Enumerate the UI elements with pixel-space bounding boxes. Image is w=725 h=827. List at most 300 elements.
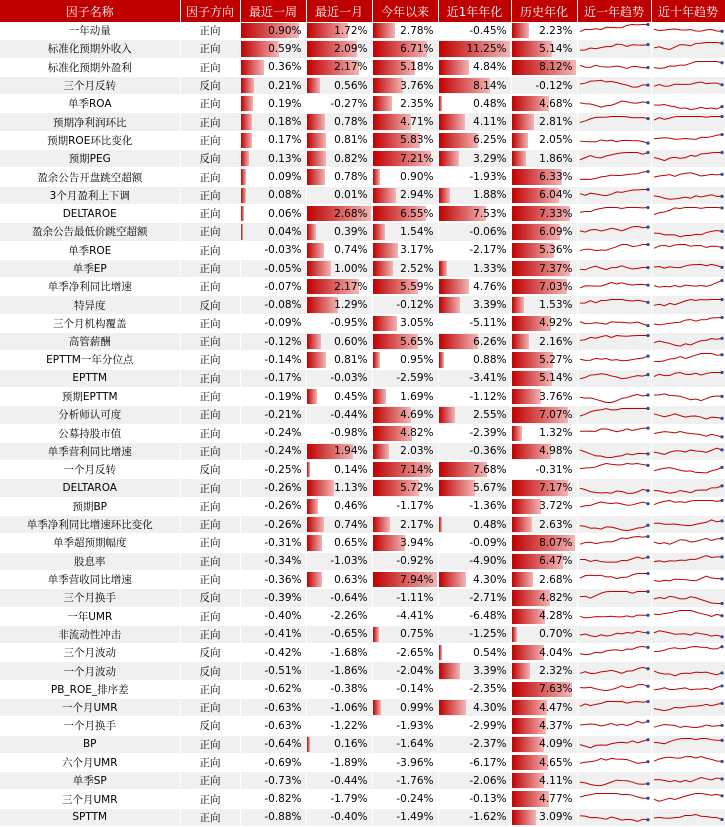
value-bar bbox=[307, 499, 318, 514]
value-bar bbox=[373, 517, 391, 532]
value-hist bbox=[511, 387, 577, 405]
value-text: -0.12% bbox=[535, 80, 572, 92]
value-bar bbox=[439, 645, 442, 660]
value-m bbox=[306, 607, 372, 625]
value-text: -0.36% bbox=[469, 445, 506, 457]
value-text: -6.17% bbox=[469, 757, 506, 769]
value-hist bbox=[511, 552, 577, 570]
factor-direction: 正向 bbox=[180, 131, 240, 149]
value-text: 0.14% bbox=[334, 464, 367, 476]
value-m bbox=[306, 424, 372, 442]
value-text: 1.69% bbox=[400, 391, 433, 403]
value-text: -0.17% bbox=[264, 372, 301, 384]
value-bar bbox=[512, 517, 533, 532]
table-row bbox=[0, 296, 725, 314]
table-row bbox=[0, 790, 725, 808]
value-y1 bbox=[438, 772, 511, 790]
value-ytd bbox=[372, 552, 438, 570]
value-bar bbox=[439, 700, 466, 715]
trend-10y-sparkline bbox=[651, 662, 725, 680]
value-text: -0.14% bbox=[264, 354, 301, 366]
value-w bbox=[240, 516, 306, 534]
factor-name: 标准化预期外盈利 bbox=[0, 58, 180, 76]
trend-1y-sparkline bbox=[577, 76, 651, 94]
col-header-1y-annual: 近1年年化 bbox=[438, 0, 511, 22]
value-bar bbox=[512, 297, 524, 312]
value-ytd bbox=[372, 186, 438, 204]
value-y1 bbox=[438, 753, 511, 771]
value-y1 bbox=[438, 680, 511, 698]
value-text: -0.44% bbox=[330, 409, 367, 421]
value-text: 7.68% bbox=[473, 464, 506, 476]
value-bar bbox=[512, 334, 529, 349]
value-text: 1.72% bbox=[334, 25, 367, 37]
value-y1 bbox=[438, 369, 511, 387]
factor-name: 一个月UMR bbox=[0, 698, 180, 716]
trend-1y-sparkline bbox=[577, 461, 651, 479]
value-text: -2.65% bbox=[396, 647, 433, 659]
value-y1 bbox=[438, 644, 511, 662]
factor-direction: 正向 bbox=[180, 314, 240, 332]
table-row bbox=[0, 387, 725, 405]
value-text: 0.60% bbox=[334, 336, 367, 348]
value-text: 1.86% bbox=[539, 153, 572, 165]
value-bar bbox=[373, 224, 386, 239]
value-m bbox=[306, 772, 372, 790]
value-text: 0.18% bbox=[268, 116, 301, 128]
value-text: -2.04% bbox=[396, 665, 433, 677]
value-m bbox=[306, 223, 372, 241]
value-text: 0.78% bbox=[334, 116, 367, 128]
factor-name: 特异度 bbox=[0, 296, 180, 314]
value-bar bbox=[241, 96, 253, 111]
value-bar bbox=[307, 243, 325, 258]
value-m bbox=[306, 22, 372, 40]
table-row bbox=[0, 351, 725, 369]
value-text: 0.16% bbox=[334, 738, 367, 750]
value-text: -0.62% bbox=[264, 683, 301, 695]
value-text: 7.17% bbox=[539, 482, 572, 494]
table-row bbox=[0, 76, 725, 94]
table-row bbox=[0, 223, 725, 241]
factor-direction: 反向 bbox=[180, 150, 240, 168]
value-bar bbox=[241, 114, 253, 129]
value-m bbox=[306, 461, 372, 479]
value-text: 4.47% bbox=[539, 702, 572, 714]
value-w bbox=[240, 772, 306, 790]
value-text: 3.76% bbox=[539, 391, 572, 403]
factor-direction: 正向 bbox=[180, 424, 240, 442]
value-hist bbox=[511, 753, 577, 771]
value-w bbox=[240, 186, 306, 204]
value-bar bbox=[512, 663, 530, 678]
value-text: -0.12% bbox=[396, 299, 433, 311]
table-body bbox=[0, 22, 725, 827]
value-ytd bbox=[372, 442, 438, 460]
trend-10y-sparkline bbox=[651, 735, 725, 753]
table-row bbox=[0, 607, 725, 625]
table-row bbox=[0, 369, 725, 387]
value-m bbox=[306, 314, 372, 332]
factor-direction: 正向 bbox=[180, 241, 240, 259]
table-row bbox=[0, 424, 725, 442]
value-text: 2.63% bbox=[539, 519, 572, 531]
value-text: 5.14% bbox=[539, 43, 572, 55]
factor-name: 预期净利润环比 bbox=[0, 113, 180, 131]
value-text: -1.49% bbox=[396, 811, 433, 823]
value-text: -2.26% bbox=[330, 610, 367, 622]
value-w bbox=[240, 644, 306, 662]
value-text: 6.71% bbox=[400, 43, 433, 55]
value-text: 2.81% bbox=[539, 116, 572, 128]
trend-10y-sparkline bbox=[651, 552, 725, 570]
value-text: -4.41% bbox=[396, 610, 433, 622]
value-text: 8.14% bbox=[473, 80, 506, 92]
value-m bbox=[306, 351, 372, 369]
value-text: -0.05% bbox=[264, 263, 301, 275]
value-text: -2.99% bbox=[469, 720, 506, 732]
value-w bbox=[240, 479, 306, 497]
value-text: 2.17% bbox=[334, 61, 367, 73]
value-text: -5.11% bbox=[469, 317, 506, 329]
value-text: -0.38% bbox=[330, 683, 367, 695]
factor-direction: 正向 bbox=[180, 698, 240, 716]
trend-1y-sparkline bbox=[577, 772, 651, 790]
value-text: 0.19% bbox=[268, 98, 301, 110]
value-text: -0.69% bbox=[264, 757, 301, 769]
value-y1 bbox=[438, 150, 511, 168]
trend-1y-sparkline bbox=[577, 497, 651, 515]
trend-1y-sparkline bbox=[577, 113, 651, 131]
table-row bbox=[0, 753, 725, 771]
trend-10y-sparkline bbox=[651, 150, 725, 168]
value-bar bbox=[439, 279, 469, 294]
value-text: -0.40% bbox=[264, 610, 301, 622]
value-text: 5.72% bbox=[400, 482, 433, 494]
value-w bbox=[240, 351, 306, 369]
value-w bbox=[240, 735, 306, 753]
value-text: -0.24% bbox=[396, 793, 433, 805]
value-text: 4.98% bbox=[539, 445, 572, 457]
value-text: -0.27% bbox=[330, 98, 367, 110]
value-text: -1.93% bbox=[469, 171, 506, 183]
value-m bbox=[306, 58, 372, 76]
trend-1y-sparkline bbox=[577, 58, 651, 76]
trend-10y-sparkline bbox=[651, 461, 725, 479]
value-bar bbox=[307, 352, 327, 367]
factor-direction: 正向 bbox=[180, 259, 240, 277]
factor-name: PB_ROE_排序差 bbox=[0, 680, 180, 698]
value-w bbox=[240, 717, 306, 735]
value-m bbox=[306, 131, 372, 149]
value-text: 4.11% bbox=[473, 116, 506, 128]
factor-direction: 反向 bbox=[180, 76, 240, 94]
value-w bbox=[240, 22, 306, 40]
value-text: 0.45% bbox=[334, 391, 367, 403]
trend-1y-sparkline bbox=[577, 40, 651, 58]
value-text: -0.64% bbox=[330, 592, 367, 604]
value-w bbox=[240, 442, 306, 460]
value-ytd bbox=[372, 424, 438, 442]
value-y1 bbox=[438, 22, 511, 40]
factor-direction: 反向 bbox=[180, 461, 240, 479]
value-text: 5.83% bbox=[400, 134, 433, 146]
value-text: 0.88% bbox=[473, 354, 506, 366]
value-hist bbox=[511, 113, 577, 131]
value-text: -4.90% bbox=[469, 555, 506, 567]
trend-10y-sparkline bbox=[651, 333, 725, 351]
value-ytd bbox=[372, 387, 438, 405]
value-text: 0.81% bbox=[334, 354, 367, 366]
factor-direction: 正向 bbox=[180, 607, 240, 625]
table-row bbox=[0, 406, 725, 424]
value-hist bbox=[511, 296, 577, 314]
value-bar bbox=[373, 188, 397, 203]
table-row bbox=[0, 625, 725, 643]
value-bar bbox=[439, 352, 445, 367]
value-y1 bbox=[438, 204, 511, 222]
value-w bbox=[240, 150, 306, 168]
header-row bbox=[0, 0, 725, 22]
value-hist bbox=[511, 625, 577, 643]
value-ytd bbox=[372, 717, 438, 735]
value-text: -1.12% bbox=[469, 391, 506, 403]
value-ytd bbox=[372, 351, 438, 369]
value-bar bbox=[439, 261, 447, 276]
value-text: 4.69% bbox=[400, 409, 433, 421]
value-text: 7.14% bbox=[400, 464, 433, 476]
value-m bbox=[306, 333, 372, 351]
trend-1y-sparkline bbox=[577, 406, 651, 424]
value-text: 4.04% bbox=[539, 647, 572, 659]
value-text: -0.06% bbox=[469, 226, 506, 238]
value-bar bbox=[373, 627, 379, 642]
value-text: -0.92% bbox=[396, 555, 433, 567]
value-hist bbox=[511, 497, 577, 515]
value-text: -0.98% bbox=[330, 427, 367, 439]
value-text: 5.67% bbox=[473, 482, 506, 494]
value-m bbox=[306, 698, 372, 716]
value-y1 bbox=[438, 461, 511, 479]
factor-name: 标准化预期外收入 bbox=[0, 40, 180, 58]
value-w bbox=[240, 424, 306, 442]
table-row bbox=[0, 22, 725, 40]
value-bar bbox=[241, 169, 247, 184]
value-ytd bbox=[372, 607, 438, 625]
value-w bbox=[240, 589, 306, 607]
trend-1y-sparkline bbox=[577, 95, 651, 113]
value-text: 0.46% bbox=[334, 500, 367, 512]
value-hist bbox=[511, 461, 577, 479]
factor-name: 分析师认可度 bbox=[0, 406, 180, 424]
value-w bbox=[240, 698, 306, 716]
value-text: 5.27% bbox=[539, 354, 572, 366]
trend-1y-sparkline bbox=[577, 314, 651, 332]
factor-direction: 正向 bbox=[180, 552, 240, 570]
value-m bbox=[306, 662, 372, 680]
value-ytd bbox=[372, 534, 438, 552]
trend-1y-sparkline bbox=[577, 790, 651, 808]
value-ytd bbox=[372, 479, 438, 497]
value-ytd bbox=[372, 369, 438, 387]
value-y1 bbox=[438, 406, 511, 424]
value-y1 bbox=[438, 534, 511, 552]
value-text: 0.65% bbox=[334, 537, 367, 549]
value-y1 bbox=[438, 223, 511, 241]
value-text: 0.99% bbox=[400, 702, 433, 714]
value-bar bbox=[512, 389, 542, 404]
factor-direction: 反向 bbox=[180, 644, 240, 662]
value-w bbox=[240, 625, 306, 643]
value-text: 7.94% bbox=[400, 574, 433, 586]
value-text: 3.39% bbox=[473, 665, 506, 677]
trend-10y-sparkline bbox=[651, 625, 725, 643]
value-bar bbox=[439, 114, 465, 129]
value-ytd bbox=[372, 589, 438, 607]
value-bar bbox=[439, 188, 451, 203]
value-hist bbox=[511, 131, 577, 149]
value-hist bbox=[511, 40, 577, 58]
factor-name: 单季超预期幅度 bbox=[0, 534, 180, 552]
trend-10y-sparkline bbox=[651, 717, 725, 735]
value-text: 1.32% bbox=[539, 427, 572, 439]
value-text: 2.03% bbox=[400, 445, 433, 457]
value-w bbox=[240, 461, 306, 479]
value-bar bbox=[512, 426, 522, 441]
value-hist bbox=[511, 479, 577, 497]
value-text: -2.59% bbox=[396, 372, 433, 384]
value-m bbox=[306, 790, 372, 808]
trend-10y-sparkline bbox=[651, 589, 725, 607]
value-text: 7.33% bbox=[539, 208, 572, 220]
trend-10y-sparkline bbox=[651, 424, 725, 442]
value-y1 bbox=[438, 607, 511, 625]
factor-direction: 正向 bbox=[180, 22, 240, 40]
factor-direction: 正向 bbox=[180, 442, 240, 460]
factor-name: 单季营收同比增速 bbox=[0, 570, 180, 588]
value-bar bbox=[512, 499, 541, 514]
value-ytd bbox=[372, 644, 438, 662]
factor-direction: 反向 bbox=[180, 717, 240, 735]
value-text: 0.56% bbox=[334, 80, 367, 92]
value-text: 3.17% bbox=[400, 244, 433, 256]
value-bar bbox=[373, 352, 381, 367]
trend-1y-sparkline bbox=[577, 22, 651, 40]
factor-direction: 正向 bbox=[180, 278, 240, 296]
value-text: 0.78% bbox=[334, 171, 367, 183]
trend-10y-sparkline bbox=[651, 534, 725, 552]
value-text: -1.93% bbox=[396, 720, 433, 732]
value-text: -1.86% bbox=[330, 665, 367, 677]
col-header-hist-annual: 历史年化 bbox=[511, 0, 577, 22]
value-bar bbox=[373, 96, 392, 111]
value-text: 4.92% bbox=[539, 317, 572, 329]
value-text: -0.40% bbox=[330, 811, 367, 823]
table-row bbox=[0, 497, 725, 515]
value-w bbox=[240, 168, 306, 186]
value-text: -0.24% bbox=[264, 445, 301, 457]
value-text: 3.09% bbox=[539, 811, 572, 823]
value-bar bbox=[307, 151, 327, 166]
value-ytd bbox=[372, 76, 438, 94]
value-ytd bbox=[372, 808, 438, 826]
value-hist bbox=[511, 607, 577, 625]
value-y1 bbox=[438, 790, 511, 808]
value-text: 4.11% bbox=[539, 775, 572, 787]
value-ytd bbox=[372, 241, 438, 259]
value-hist bbox=[511, 516, 577, 534]
factor-name: 一个月换手 bbox=[0, 717, 180, 735]
value-hist bbox=[511, 570, 577, 588]
trend-1y-sparkline bbox=[577, 241, 651, 259]
value-hist bbox=[511, 204, 577, 222]
value-bar bbox=[512, 23, 530, 38]
value-hist bbox=[511, 95, 577, 113]
value-text: 4.76% bbox=[473, 281, 506, 293]
value-hist bbox=[511, 58, 577, 76]
value-text: 5.65% bbox=[400, 336, 433, 348]
value-bar bbox=[307, 389, 318, 404]
value-text: -0.26% bbox=[264, 519, 301, 531]
col-header-10y-trend: 近十年趋势 bbox=[651, 0, 725, 22]
trend-1y-sparkline bbox=[577, 369, 651, 387]
col-header-month: 最近一月 bbox=[306, 0, 372, 22]
value-y1 bbox=[438, 717, 511, 735]
value-text: -0.09% bbox=[469, 537, 506, 549]
value-m bbox=[306, 278, 372, 296]
value-w bbox=[240, 314, 306, 332]
factor-name: 三个月波动 bbox=[0, 644, 180, 662]
value-text: 2.32% bbox=[539, 665, 572, 677]
factor-name: 预期EPTTM bbox=[0, 387, 180, 405]
trend-1y-sparkline bbox=[577, 186, 651, 204]
trend-10y-sparkline bbox=[651, 22, 725, 40]
value-text: 4.77% bbox=[539, 793, 572, 805]
value-w bbox=[240, 497, 306, 515]
value-ytd bbox=[372, 698, 438, 716]
value-ytd bbox=[372, 314, 438, 332]
value-text: -0.36% bbox=[264, 574, 301, 586]
value-m bbox=[306, 680, 372, 698]
trend-10y-sparkline bbox=[651, 58, 725, 76]
trend-10y-sparkline bbox=[651, 223, 725, 241]
value-text: 2.78% bbox=[400, 25, 433, 37]
value-bar bbox=[307, 261, 331, 276]
value-text: 0.36% bbox=[268, 61, 301, 73]
value-w bbox=[240, 607, 306, 625]
factor-direction: 正向 bbox=[180, 40, 240, 58]
value-m bbox=[306, 204, 372, 222]
value-hist bbox=[511, 406, 577, 424]
value-text: -0.13% bbox=[469, 793, 506, 805]
value-text: -0.31% bbox=[264, 537, 301, 549]
trend-10y-sparkline bbox=[651, 497, 725, 515]
value-text: -0.21% bbox=[264, 409, 301, 421]
value-text: 4.30% bbox=[473, 702, 506, 714]
value-text: 7.07% bbox=[539, 409, 572, 421]
value-bar bbox=[439, 60, 470, 75]
value-text: 7.21% bbox=[400, 153, 433, 165]
factor-name: 单季ROA bbox=[0, 95, 180, 113]
value-text: 8.07% bbox=[539, 537, 572, 549]
value-bar bbox=[241, 151, 249, 166]
factor-name: 六个月UMR bbox=[0, 753, 180, 771]
value-w bbox=[240, 296, 306, 314]
value-y1 bbox=[438, 113, 511, 131]
value-hist bbox=[511, 790, 577, 808]
value-bar bbox=[512, 627, 518, 642]
value-w bbox=[240, 387, 306, 405]
